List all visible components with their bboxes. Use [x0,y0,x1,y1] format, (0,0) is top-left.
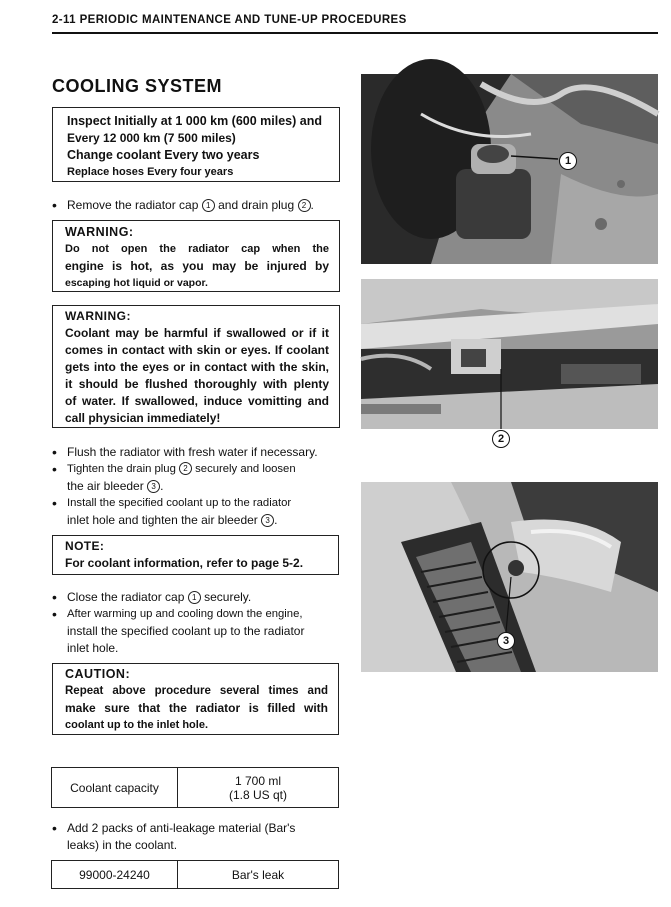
caution-line: coolant up to the inlet hole. [65,719,208,731]
step-flush: • Flush the radiator with fresh water if necessary. [52,444,318,460]
warning-line: Do not open the radiator cap when the [65,243,329,255]
header-rule [52,32,658,34]
step-remove-cap: • Remove the radiator cap 1 and drain plug 2 . [52,197,314,213]
schedule-line: Change coolant Every two years [67,148,260,162]
bullet-icon: • [52,495,57,511]
bullet-icon: • [52,589,57,605]
callout-1-icon: 1 [559,152,577,170]
step-tighten-drain: • Tighten the drain plug 2 securely and loosen the air bleeder 3 . [52,461,296,493]
schedule-line: Every 12 000 km (7 500 miles) [67,131,236,145]
bullet-icon: • [52,606,57,622]
callout-3-icon: 3 [147,480,160,493]
warning-title: WARNING: [65,309,131,323]
bullet-icon: • [52,820,57,836]
warning-title: WARNING: [65,225,134,239]
step-add-antileak: • Add 2 packs of anti-leakage material (Bar's leaks) in the coolant. [52,820,296,852]
page-header: 2-11 PERIODIC MAINTENANCE AND TUNE-UP PROCEDURES [52,14,407,26]
photo-air-bleeder [361,482,658,672]
callout-3-icon: 3 [261,514,274,527]
section-title: COOLING SYSTEM [52,76,223,96]
photo-drain-plug-image [361,279,658,429]
warning-box-hot [52,220,340,292]
warning-line: of water. If swallowed, induce vomitting and [65,394,329,408]
bullet-icon: • [52,444,57,460]
caution-box [52,663,339,735]
schedule-box [52,107,340,182]
photo-radiator-cap [361,74,658,264]
capacity-label: Coolant capacity [52,768,178,808]
warning-line: engine is hot, as you may be injured by [65,259,329,273]
callout-2-icon: 2 [492,430,510,448]
note-box [52,535,339,575]
note-text: For coolant information, refer to page 5-2. [65,556,304,570]
capacity-value: 1 700 ml (1.8 US qt) [178,768,339,808]
warning-box-coolant [52,305,340,428]
warning-line: it should be flushed thoroughly with plenty [65,377,329,391]
table-row [52,861,339,889]
part-name: Bar's leak [178,861,339,889]
part-number: 99000-24240 [52,861,178,889]
note-title: NOTE: [65,539,105,553]
caution-line: Repeat above procedure several times and [65,685,328,697]
callout-1-icon: 1 [202,199,215,212]
callout-3-icon: 3 [497,632,515,650]
coolant-capacity-table [51,767,339,808]
part-number-table [51,860,339,889]
caution-line: make sure that the radiator is filled with [65,701,328,715]
warning-line: comes in contact with skin or eyes. If coolant [65,343,329,357]
warning-line: escaping hot liquid or vapor. [65,277,208,289]
bullet-icon: • [52,197,57,213]
photo-radiator-cap-image [361,74,658,264]
bullet-icon: • [52,461,57,477]
caution-title: CAUTION: [65,667,131,681]
schedule-line: Inspect Initially at 1 000 km (600 miles) and [67,114,322,128]
callout-2-icon: 2 [179,462,192,475]
step-install-coolant: • Install the specified coolant up to the radiator inlet hole and tighten the air bleeder 3 . [52,495,292,527]
callout-1-icon: 1 [188,591,201,604]
warning-line: Coolant may be harmful if swallowed or if it [65,326,329,340]
warning-line: gets into the eyes or in contact with the skin, [65,360,329,374]
photo-drain-plug [361,279,658,445]
table-row [52,768,339,808]
warning-line: call physician immediately! [65,411,221,425]
step-warm-up: • After warming up and cooling down the engine, install the specified coolant up to the radiator inlet hole. [52,606,305,655]
step-close-cap: • Close the radiator cap 1 securely. [52,589,252,605]
schedule-line: Replace hoses Every four years [67,166,234,178]
callout-2-icon: 2 [298,199,311,212]
